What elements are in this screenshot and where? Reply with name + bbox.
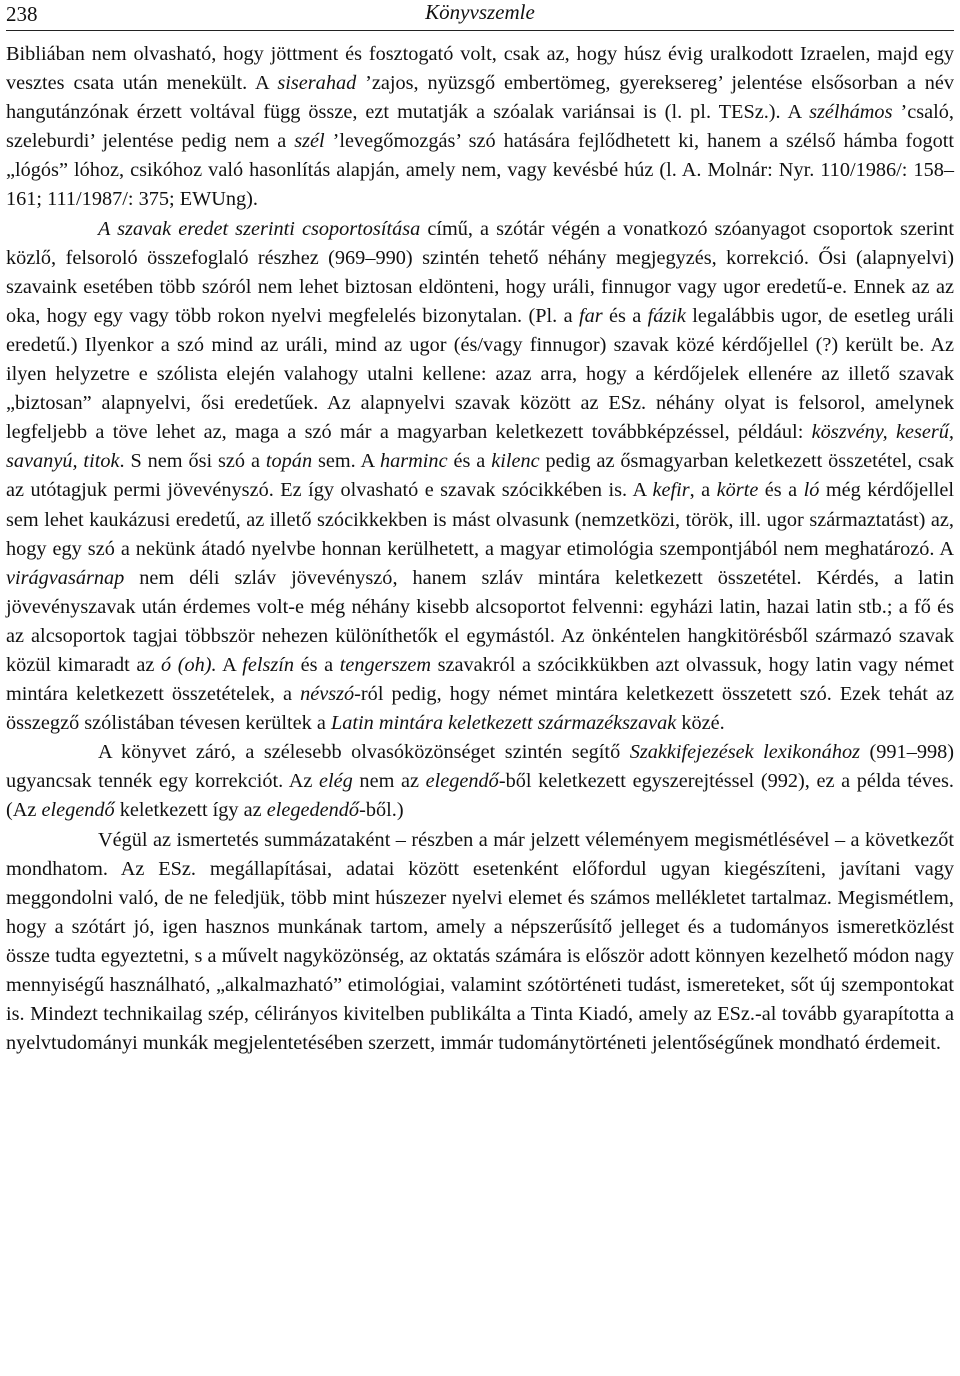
text-run: szavakról a szócikkükben azt olvassuk, hogy latin vagy német mintára keletkezett összetételek, a [6, 653, 954, 706]
paragraph-1 [6, 40, 954, 215]
page-number: 238 [6, 2, 38, 26]
italic-term: far [578, 304, 603, 327]
italic-term: felszín [242, 653, 295, 676]
text-run: és a [294, 653, 340, 676]
body-text [6, 40, 954, 1058]
text-run: . S nem ősi szó a [119, 450, 266, 473]
italic-term: körte [716, 479, 759, 502]
text-run: A [216, 653, 243, 676]
paragraph-3 [6, 738, 954, 825]
running-title: Könyvszemle [425, 0, 535, 24]
text-run: (991–998) ugyancsak tennék egy korrekciót. Az [6, 741, 955, 793]
text-run: ’levegőmozgás’ szó hatására fejlődhetett ki, hanem a szélső hámba fogott „lógós” lóhoz, csikóhoz való hasonlítás alapján, amely nem, vagy kevésbé húz (l. A. Molnár: Nyr. 110/1986/: 158–161; 111/1987/: 375; EWUng). [6, 130, 954, 211]
text-run: közé. [676, 712, 725, 735]
paragraph-4 [6, 826, 954, 1059]
italic-term: harminc [379, 450, 448, 473]
text-run: és a [447, 450, 492, 473]
italic-term: fázik [647, 304, 686, 327]
text-run: keletkezett így az [114, 799, 267, 822]
italic-term: kilenc [491, 450, 540, 473]
text-run: legalábbis ugor, de esetleg uráli eredetű.) Ilyenkor a szó mind az uráli, mind az ugor (és/vagy finnugor) szavak közé kérdőjellel (?) került be. Az ilyen helyzetre e szólista elején valahogy utalni kellene: azaz arra, hogy a kérdőjelek ellenére az illető szavak „biztosan” alapnyelvi, ősi eredetűek. Az alapnyelvi szavak között az ESz. néhány olyat is felsorol, amelynek legfeljebb a töve lehet az, maga a szó már a magyarban keletkezett továbbképzéssel, például: [6, 304, 954, 444]
page-header [6, 0, 954, 31]
text-run: nem az [352, 770, 426, 793]
italic-term: ló [803, 479, 820, 502]
text-run: még kérdőjellel sem lehet kaukázusi eredetű, az illető szócikkekben is mást olvasunk (nemzetközi, török, ill. ugor származtatást) az, hogy egy szó a nekünk átadó nyelvbe honnan kerülhetett, a magyar etimológia szempontjából nem meghatározó. A [6, 479, 955, 560]
book-review-page [6, 0, 954, 1058]
italic-term: topán [265, 450, 313, 473]
italic-term: elegendő [425, 770, 499, 793]
italic-term: köszvény, keserű, savanyú, titok [6, 421, 954, 473]
italic-term: elegendő [41, 799, 115, 822]
italic-term: Latin mintára keletkezett származékszavak [330, 712, 677, 735]
text-run: ’csaló, szeleburdi’ jelentése pedig nem a [6, 101, 954, 153]
text-run: Végül az ismertetés summázataként – részben a már jelzett véleményem megismétlésével – a következőt mondhatom. Az ESz. megállapításai, adatai között esetenként előfordul ugyan kiegészíteni, javítani vagy meggondolni való, de ne feledjük, több mint húszezer nyelvi elemet és számos mellékletet tartalmaz. Megismétlem, hogy a szótárt jó, igen hasznos munkának tartom, amely a népszerűsítő jelleget és a tudományos ismeretközlést össze tudta egyeztetni, s a művelt nagyközönség, az oktatás számára is először adott könnyen kezelhető módon nagy mennyiségű használható, „alkalmazható” etimológiai, valamint szótörténeti tudást, ismereteket, sőt új szempontokat is. Mindezt technikailag szép, célirányos kivitelben publikálta a Tinta Kiadó, amely az ESz.-al tovább gyarapította a nyelvtudományi munkák megjelentetésében szerzett, immár tudománytörténeti jelentőségűnek mondható érdemeit. [6, 828, 954, 1055]
paragraph-2 [6, 215, 954, 739]
text-run: című, a szótár végén a vonatkozó szóanyagot csoportok szerint közlő, felsoroló összefoglaló részhez (969–990) szintén tehető néhány megjegyzés, korrekció. Ősi (alapnyelvi) szavaink esetében több szóról nem lehet biztosan eldönteni, hogy uráli, finnugor vagy ugor eredetű-e. Ennek az az oka, hogy egy vagy több rokon nyelvi megfelelés bizonytalan. (Pl. a [6, 217, 955, 327]
italic-term: ó (oh). [160, 653, 217, 676]
italic-term: elég [319, 770, 353, 793]
text-run: nem déli szláv jövevényszó, hanem szláv mintára keletkezett összetétel. Kérdés, a latin jövevényszavak után érdemes volt-e még néhány kisebb alcsoportot felvenni: egyházi latin, hazai latin stb.; a fő és az alcsoportok tagjai többször nehezen különíthetők el egymástól. Az önkéntelen hangkitörésből származó szavak közül kimaradt az [6, 566, 954, 676]
text-run: , a [689, 479, 717, 502]
text-run: A könyvet záró, a szélesebb olvasóközönséget szintén segítő [98, 741, 630, 764]
text-run: és a [758, 479, 804, 502]
italic-term: kefir [652, 479, 690, 502]
text-run: és a [602, 304, 648, 327]
text-run: ’zajos, nyüzsgő embertömeg, gyereksereg’ jelentése elsősorban a név hangutánzónak érzett voltával függ össze, ezt mutatják a szóalak variánsai is (l. pl. TESz.). A [6, 72, 954, 124]
text-run: -ből.) [359, 799, 404, 822]
italic-term: szélhámos [809, 101, 893, 124]
text-run: Bibliában nem olvasható, hogy jöttment és fosztogató volt, csak az, hogy húsz évig uralkodott Izraelen, majd egy vesztes csata után menekült. A [6, 43, 954, 95]
text-run: -ből keletkezett egyszerejtéssel (992), ez a példa téves. (Az [6, 770, 954, 822]
text-run: sem. A [312, 450, 380, 473]
italic-term: névszó [300, 683, 355, 706]
italic-term: tengerszem [339, 653, 432, 676]
text-run: pedig az ősmagyarban keletkezett összetétel, csak az utótagjuk permi jövevényszó. Ez így olvasható e szavak szócikkében is. A [6, 450, 955, 502]
text-run: -ról pedig, hogy német mintára keletkezett összetett szó. Ezek tehát az összegző szólistában tévesen kerültek a [6, 683, 955, 735]
italic-term: elegedendő [266, 799, 360, 822]
italic-term: virágvasárnap [6, 566, 125, 589]
italic-term: siserahad [277, 72, 357, 95]
italic-term: szél [294, 130, 325, 153]
italic-term: Szakkifejezések lexikonához [629, 741, 860, 764]
italic-term: A szavak eredet szerinti csoportosítása [98, 217, 421, 240]
